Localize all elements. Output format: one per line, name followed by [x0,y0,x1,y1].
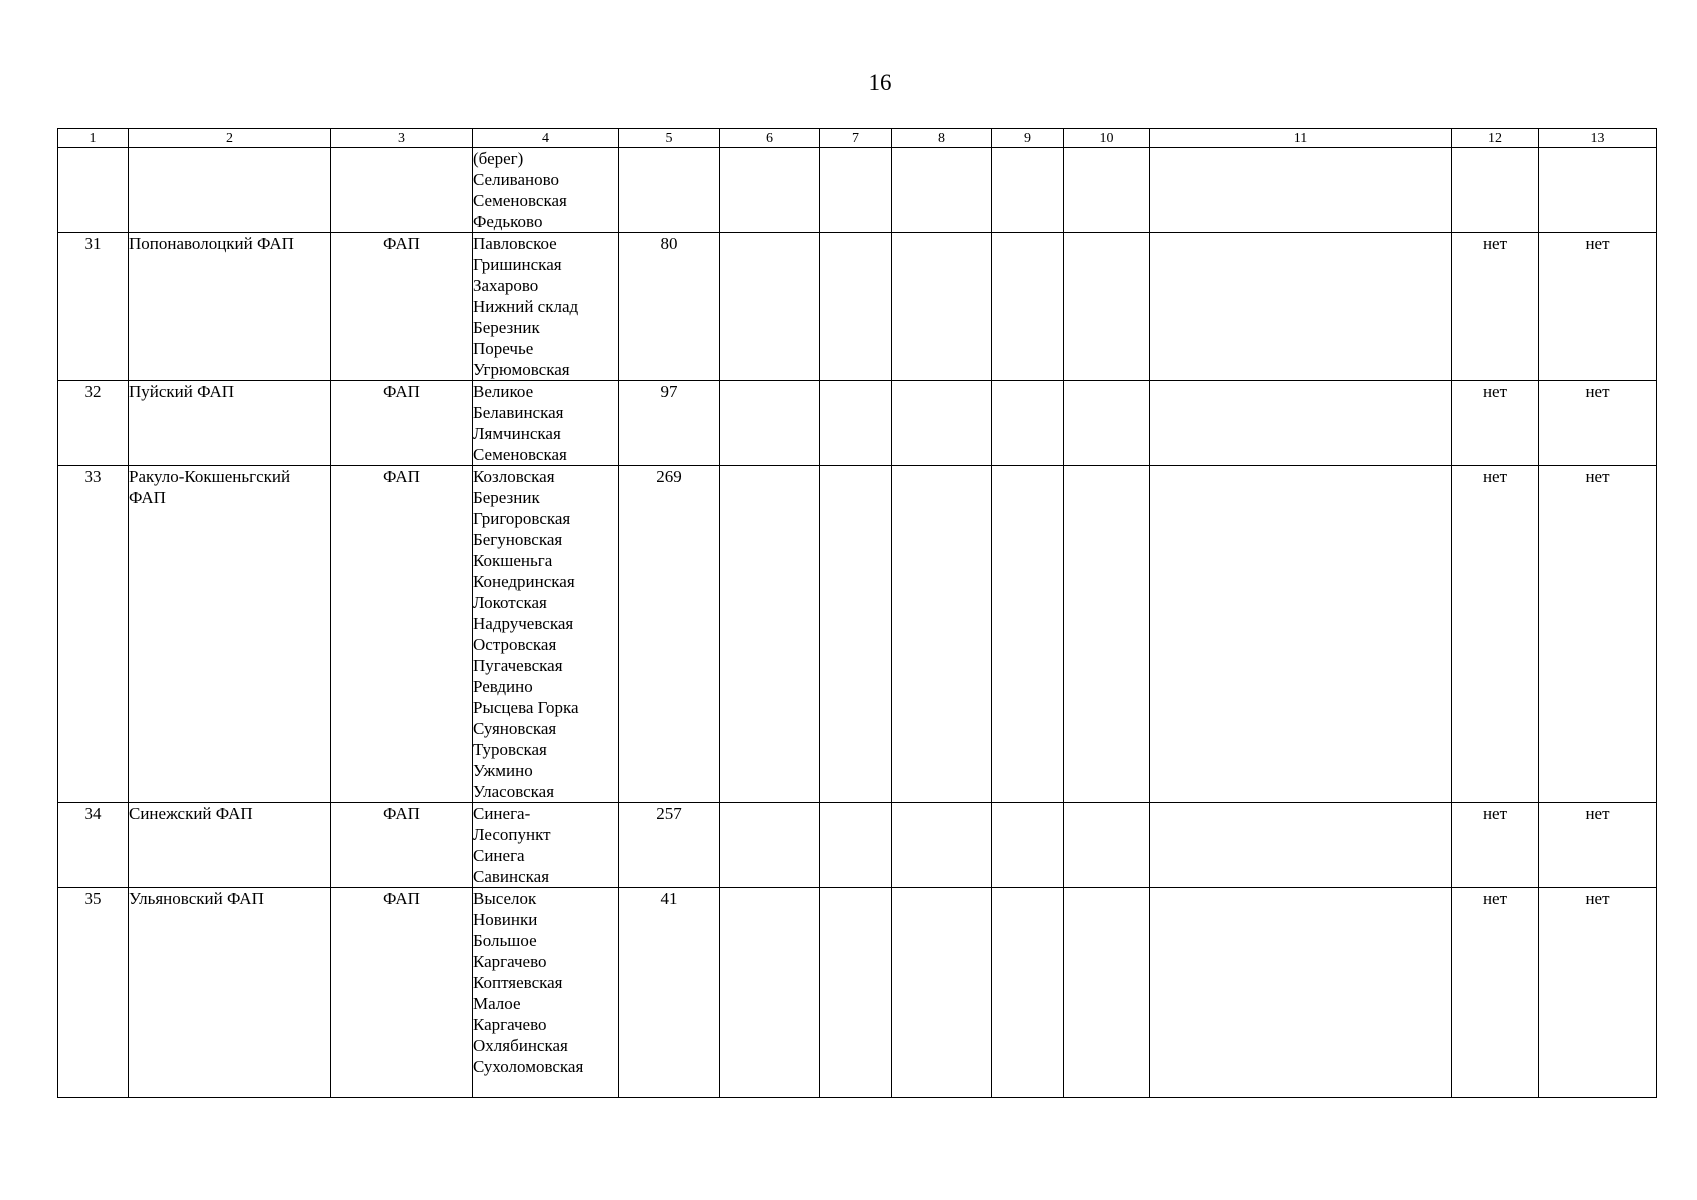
settlement-name: Козловская [473,467,555,486]
column-12-cell: нет [1452,888,1539,1098]
settlement-name: Каргачево [473,952,547,971]
column-12-cell [1452,148,1539,233]
table-row [58,148,1657,233]
settlement-name: Семеновская [473,191,567,210]
population-cell: 41 [619,888,720,1098]
column-number: 6 [720,129,820,148]
column-10-cell [1064,381,1150,466]
column-10-cell [1064,803,1150,888]
facility-name-cell: Синежский ФАП [129,803,331,888]
column-6-cell [720,466,820,803]
settlements-cell [473,148,619,233]
table-row [58,381,1657,466]
column-9-cell [992,381,1064,466]
settlement-name: Лесопункт [473,825,551,844]
settlement-name: Синега- [473,804,531,823]
column-9-cell [992,466,1064,803]
column-8-cell [892,233,992,381]
settlement-name: Савинская [473,867,550,886]
settlement-name: Захарово [473,276,539,295]
settlement-name: Павловское [473,234,557,253]
column-10-cell [1064,148,1150,233]
column-9-cell [992,148,1064,233]
settlement-name: Белавинская [473,403,564,422]
settlement-name: Поречье [473,339,534,358]
table-row [58,466,1657,803]
settlement-name: Рысцева Горка [473,698,579,717]
facility-name-cell [129,148,331,233]
settlement-name: Локотская [473,593,547,612]
table-row [58,233,1657,381]
settlement-name: Островская [473,635,557,654]
column-number: 5 [619,129,720,148]
settlement-name: Григоровская [473,509,571,528]
row-number-cell [58,148,129,233]
column-number: 9 [992,129,1064,148]
settlement-name: Конедринская [473,572,575,591]
facility-type-cell: ФАП [331,888,473,1098]
population-cell: 97 [619,381,720,466]
column-number-row [58,129,1657,148]
settlement-name: Великое [473,382,534,401]
settlement-name: Туровская [473,740,547,759]
column-13-cell: нет [1539,381,1657,466]
column-7-cell [820,888,892,1098]
table-body [58,148,1657,1098]
settlement-name: Березник [473,488,540,507]
column-6-cell [720,803,820,888]
column-number: 7 [820,129,892,148]
column-6-cell [720,233,820,381]
column-13-cell: нет [1539,233,1657,381]
column-number: 12 [1452,129,1539,148]
settlement-name: Пугачевская [473,656,563,675]
settlement-name: Семеновская [473,445,567,464]
settlement-name: Ревдино [473,677,533,696]
column-10-cell [1064,466,1150,803]
facility-name-cell: Попонаволоцкий ФАП [129,233,331,381]
column-number: 1 [58,129,129,148]
column-8-cell [892,466,992,803]
column-number: 2 [129,129,331,148]
settlement-name: Охлябинская [473,1036,568,1055]
column-13-cell [1539,148,1657,233]
settlement-name: Уласовская [473,782,555,801]
settlement-name: Большое [473,931,537,950]
column-7-cell [820,466,892,803]
column-number: 13 [1539,129,1657,148]
facility-name-cell: Пуйский ФАП [129,381,331,466]
facility-type-cell: ФАП [331,381,473,466]
column-7-cell [820,803,892,888]
column-11-cell [1150,803,1452,888]
settlement-name: (берег) [473,149,524,168]
column-number: 3 [331,129,473,148]
settlements-cell [473,803,619,888]
column-7-cell [820,233,892,381]
facilities-table [57,128,1657,1098]
column-12-cell: нет [1452,803,1539,888]
row-number-cell: 35 [58,888,129,1098]
column-6-cell [720,148,820,233]
column-10-cell [1064,888,1150,1098]
column-13-cell: нет [1539,803,1657,888]
settlement-name: Федьково [473,212,543,231]
page-number: 16 [868,70,892,95]
settlement-name: Гришинская [473,255,562,274]
settlement-name: Угрюмовская [473,360,570,379]
table-row [58,803,1657,888]
column-7-cell [820,381,892,466]
population-cell: 80 [619,233,720,381]
population-cell [619,148,720,233]
column-12-cell: нет [1452,466,1539,803]
facility-type-cell [331,148,473,233]
column-8-cell [892,148,992,233]
row-number-cell: 33 [58,466,129,803]
settlement-name: Бегуновская [473,530,563,549]
settlement-name: Сухоломовская [473,1057,584,1076]
column-11-cell [1150,148,1452,233]
column-number: 8 [892,129,992,148]
column-9-cell [992,233,1064,381]
population-cell: 257 [619,803,720,888]
settlement-name: Суяновская [473,719,557,738]
settlement-name: Кокшеньга [473,551,553,570]
column-8-cell [892,381,992,466]
settlement-name: Новинки [473,910,538,929]
column-10-cell [1064,233,1150,381]
column-13-cell: нет [1539,888,1657,1098]
column-12-cell: нет [1452,233,1539,381]
column-8-cell [892,803,992,888]
settlement-name: Каргачево [473,1015,547,1034]
settlement-name: Малое [473,994,521,1013]
settlements-cell [473,888,619,1098]
column-11-cell [1150,233,1452,381]
facility-type-cell: ФАП [331,803,473,888]
settlement-name: Надручевская [473,614,574,633]
column-number: 10 [1064,129,1150,148]
facility-type-cell: ФАП [331,233,473,381]
row-number-cell: 32 [58,381,129,466]
column-9-cell [992,803,1064,888]
settlement-name: Ужмино [473,761,533,780]
facility-name-cell: Ульяновский ФАП [129,888,331,1098]
settlement-name: Селиваново [473,170,560,189]
column-11-cell [1150,381,1452,466]
settlements-cell [473,381,619,466]
column-number: 4 [473,129,619,148]
settlement-name: Лямчинская [473,424,561,443]
row-number-cell: 31 [58,233,129,381]
settlement-name: Синега [473,846,525,865]
column-number: 11 [1150,129,1452,148]
table-row [58,888,1657,1098]
column-11-cell [1150,888,1452,1098]
facility-type-cell: ФАП [331,466,473,803]
settlement-name: Коптяевская [473,973,563,992]
column-9-cell [992,888,1064,1098]
settlement-name: Нижний склад [473,297,579,316]
settlements-cell [473,466,619,803]
column-11-cell [1150,466,1452,803]
column-7-cell [820,148,892,233]
column-8-cell [892,888,992,1098]
column-6-cell [720,381,820,466]
column-13-cell: нет [1539,466,1657,803]
facility-name-cell: Ракуло-Кокшеньгский ФАП [129,466,331,803]
row-number-cell: 34 [58,803,129,888]
column-12-cell: нет [1452,381,1539,466]
settlements-cell [473,233,619,381]
settlement-name: Выселок [473,889,537,908]
column-6-cell [720,888,820,1098]
settlement-name: Березник [473,318,540,337]
population-cell: 269 [619,466,720,803]
